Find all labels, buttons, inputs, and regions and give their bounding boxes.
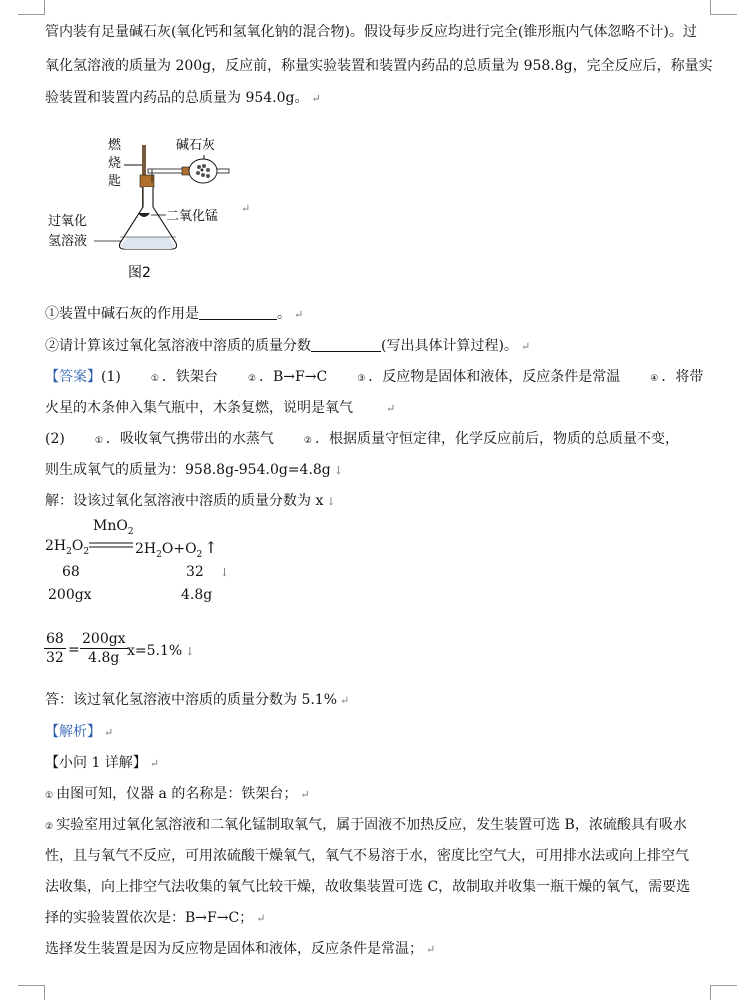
q1-blank[interactable] xyxy=(199,305,277,320)
label-spoon-3: 匙 xyxy=(108,174,122,189)
answer-conclusion: 答：该过氧化氢溶液中溶质的质量分数为 5.1% ↵ xyxy=(45,692,350,708)
question-2: ②请计算该过氧化氢溶液中溶质的质量分数 (写出具体计算过程)。 ↵ xyxy=(45,338,531,354)
label-spoon-2: 烧 xyxy=(108,156,122,171)
analysis-item-3: 选择发生装置是因为反应物是固体和液体，反应条件是常温； ↵ xyxy=(45,941,436,957)
equation-left: $2H_2O_2$ xyxy=(45,538,90,557)
intro-line-2: 氧化氢溶液的质量为 200g，反应前，称量实验装置和装置内药品的总质量为 958.8g，完全反应后，称量实 xyxy=(45,58,713,74)
equation-double-line xyxy=(89,541,133,549)
q2-blank[interactable] xyxy=(311,337,381,352)
label-soda-lime: 碱石灰 xyxy=(176,138,216,153)
equation-catalyst: MnO$_2$ xyxy=(93,518,134,537)
fraction-2: $\frac{200gx}{4.8g}$ xyxy=(82,631,126,666)
label-spoon-1: 燃 xyxy=(108,138,122,153)
crop-mark-top-right xyxy=(710,0,737,15)
side-tube xyxy=(148,169,186,173)
solve-statement: 解：设该过氧化氢溶液中溶质的质量分数为 x ↓ xyxy=(45,493,336,509)
intro-line-1: 管内装有足量碱石灰(氧化钙和氢氧化钠的混合物)。假设每步反应均进行完全(锥形瓶内气体忽略不计)。过 xyxy=(45,24,697,40)
ratio-right-bottom: 4.8g xyxy=(181,587,213,603)
analysis-item-1: ① 由图可知，仪器 a 的名称是：铁架台； ↵ xyxy=(45,786,310,802)
label-h2o2-1: 过氧化 xyxy=(48,214,88,229)
answer-part-1: 【答案】(1) ① ．铁架台 ② ．B→F→C ③ ．反应物是固体和液体，反应条件是常温 ④ ．将带 xyxy=(45,369,704,385)
crop-mark-top-left xyxy=(18,0,45,15)
analysis-item-2-line-2: 性，且与氧气不反应，可用浓硫酸干燥氧气，氧气不易溶于水，密度比空气大，可用排水法或向上排空气 xyxy=(45,848,689,864)
ratio-left-top: 68 xyxy=(62,564,80,580)
ratio-right-top: 32 ↓ xyxy=(186,564,230,580)
equals-sign: = xyxy=(68,642,80,658)
intro-line-3: 验装置和装置内药品的总质量为 954.0g。 ↵ xyxy=(45,90,321,106)
answer-part-2-cont: 则生成氧气的质量为：958.8g-954.0g=4.8g ↓ xyxy=(45,462,343,478)
fraction-1: $\frac{68}{32}$ xyxy=(46,631,64,666)
analysis-tag: 【解析】 ↵ xyxy=(45,724,114,740)
apparatus-figure xyxy=(48,125,251,285)
analysis-item-2-line-3: 法收集，向上排空气法收集的氧气比较干燥，故收集装置可选 C，故制取并收集一瓶干燥的氧气，需要选 xyxy=(45,879,691,895)
analysis-subheading: 【小问 1 详解】 ↵ xyxy=(45,755,160,771)
figure-caption: 图2 xyxy=(128,265,151,281)
answer-part-1-cont: 火星的木条伸入集气瓶中，木条复燃，说明是氧气 ↵ xyxy=(45,400,396,416)
analysis-item-2-line-1: ② 实验室用过氧化氢溶液和二氧化锰制取氧气，属于固液不加热反应，发生装置可选 B，浓硫酸具有吸水 xyxy=(45,817,687,833)
answer-part-2: (2) ① ．吸收氧气携带出的水蒸气 ② ．根据质量守恒定律，化学反应前后，物质的总质量不变， xyxy=(45,431,679,447)
analysis-item-2-line-4: 择的实验装置依次是：B→F→C； ↵ xyxy=(45,910,266,926)
crop-mark-bottom-right xyxy=(710,985,737,1000)
equation-right: $2H_2O+O_2$ ↑ xyxy=(135,538,218,560)
ratio-left-bottom: 200gx xyxy=(48,587,92,603)
label-mno2: 二氧化锰 xyxy=(166,209,219,224)
answer-tag: 【答案】 xyxy=(45,369,101,385)
fraction-result: x=5.1% ↓ xyxy=(127,643,195,659)
crop-mark-bottom-left xyxy=(18,985,45,1000)
question-1: ①装置中碱石灰的作用是 。 ↵ xyxy=(45,306,304,322)
figure-mark: ↵ xyxy=(241,202,251,215)
label-h2o2-2: 氢溶液 xyxy=(48,234,88,249)
